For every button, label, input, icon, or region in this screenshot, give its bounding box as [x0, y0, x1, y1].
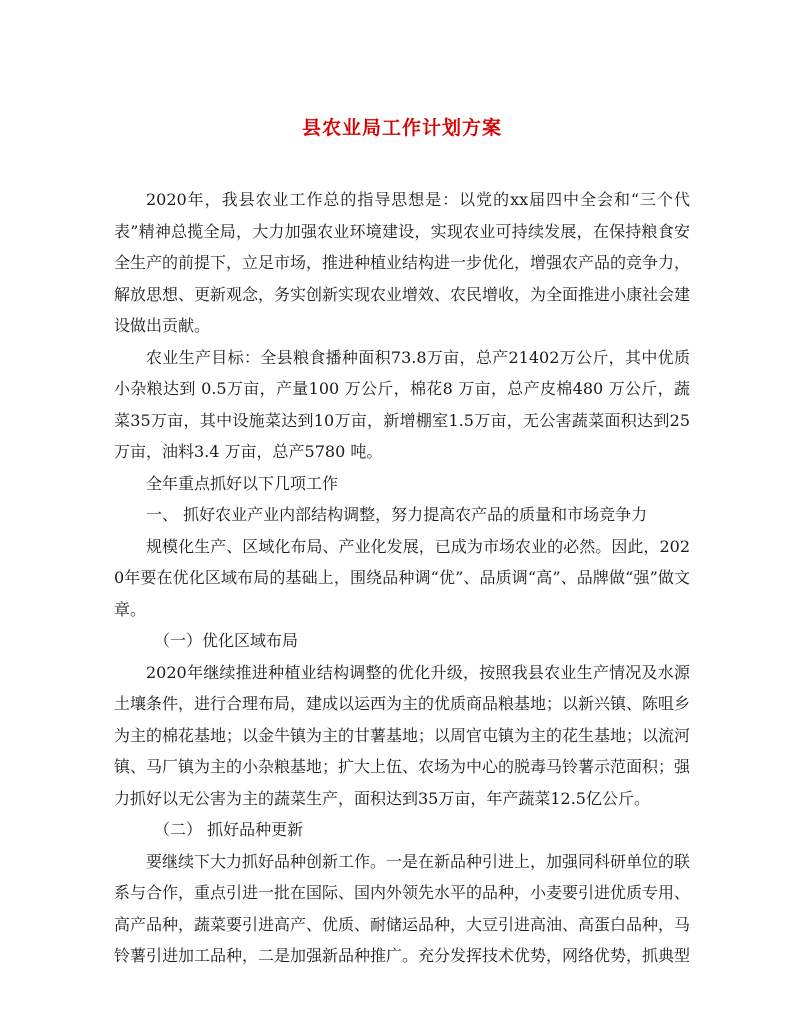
section-heading-1: 一、 抓好农业产业内部结构调整，努力提高农产品的质量和市场竞争力	[146, 505, 648, 524]
paragraph-structure-adjustment: 规模化生产、区域化布局、产业化发展，已成为市场农业的必然。因此，2020年要在优化区域布局的基础上，围绕品种调“优”、品质调“高”、品牌做“强”做文章。	[114, 536, 690, 619]
paragraph-guiding-thought: 2020年，我县农业工作总的指导思想是：以党的xx届四中全会和“三个代表”精神总揽全局，大力加强农业环境建设，实现农业可持续发展，在保持粮食安全生产的前提下，立足市场，推进种植业结构进一步优化，增强农产品的竞争力，解放思想、更新观念，务实创新实现农业增效、农民增收，为全面推进小康社会建设做出贡献。	[114, 190, 691, 335]
subsection-heading-1: （一）优化区域布局	[154, 631, 299, 650]
paragraph-production-targets: 农业生产目标：全县粮食播种面积73.8万亩，总产21402万公斤，其中优质小杂粮达到 0.5万亩，产量100 万公斤，棉花8 万亩，总产皮棉480 万公斤，蔬菜35万亩，其中设施菜达到10万亩，新增棚室1.5万亩，无公害蔬菜面积达到25万亩，油料3.4 万亩，总产5780 吨。	[114, 347, 690, 461]
subsection-heading-2: （二） 抓好品种更新	[154, 820, 304, 839]
paragraph-regional-layout: 2020年继续推进种植业结构调整的优化升级，按照我县农业生产情况及水源土壤条件，进行合理布局，建成以运西为主的优质商品粮基地；以新兴镇、陈咀乡为主的棉花基地；以金牛镇为主的甘薯基地；以周官屯镇为主的花生基地；以流河镇、马厂镇为主的小杂粮基地；扩大上伍、农场为中心的脱毒马铃薯示范面积；强力抓好以无公害为主的蔬菜生产，面积达到35万亩，年产蔬菜12.5亿公斤。	[114, 662, 691, 808]
paragraph-key-work-intro: 全年重点抓好以下几项工作	[146, 473, 339, 493]
document-title: 县农业局工作计划方案	[301, 117, 502, 139]
paragraph-variety-update: 要继续下大力抓好品种创新工作。一是在新品种引进上，加强同科研单位的联系与合作，重点引进一批在国际、国内外领先水平的品种，小麦要引进优质专用、高产品种，蔬菜要引进高产、优质、耐储运品种，大豆引进高油、高蛋白品种，马铃薯引进加工品种，二是加强新品种推广。充分发挥技术优势，网络优势，抓典型	[114, 851, 691, 965]
